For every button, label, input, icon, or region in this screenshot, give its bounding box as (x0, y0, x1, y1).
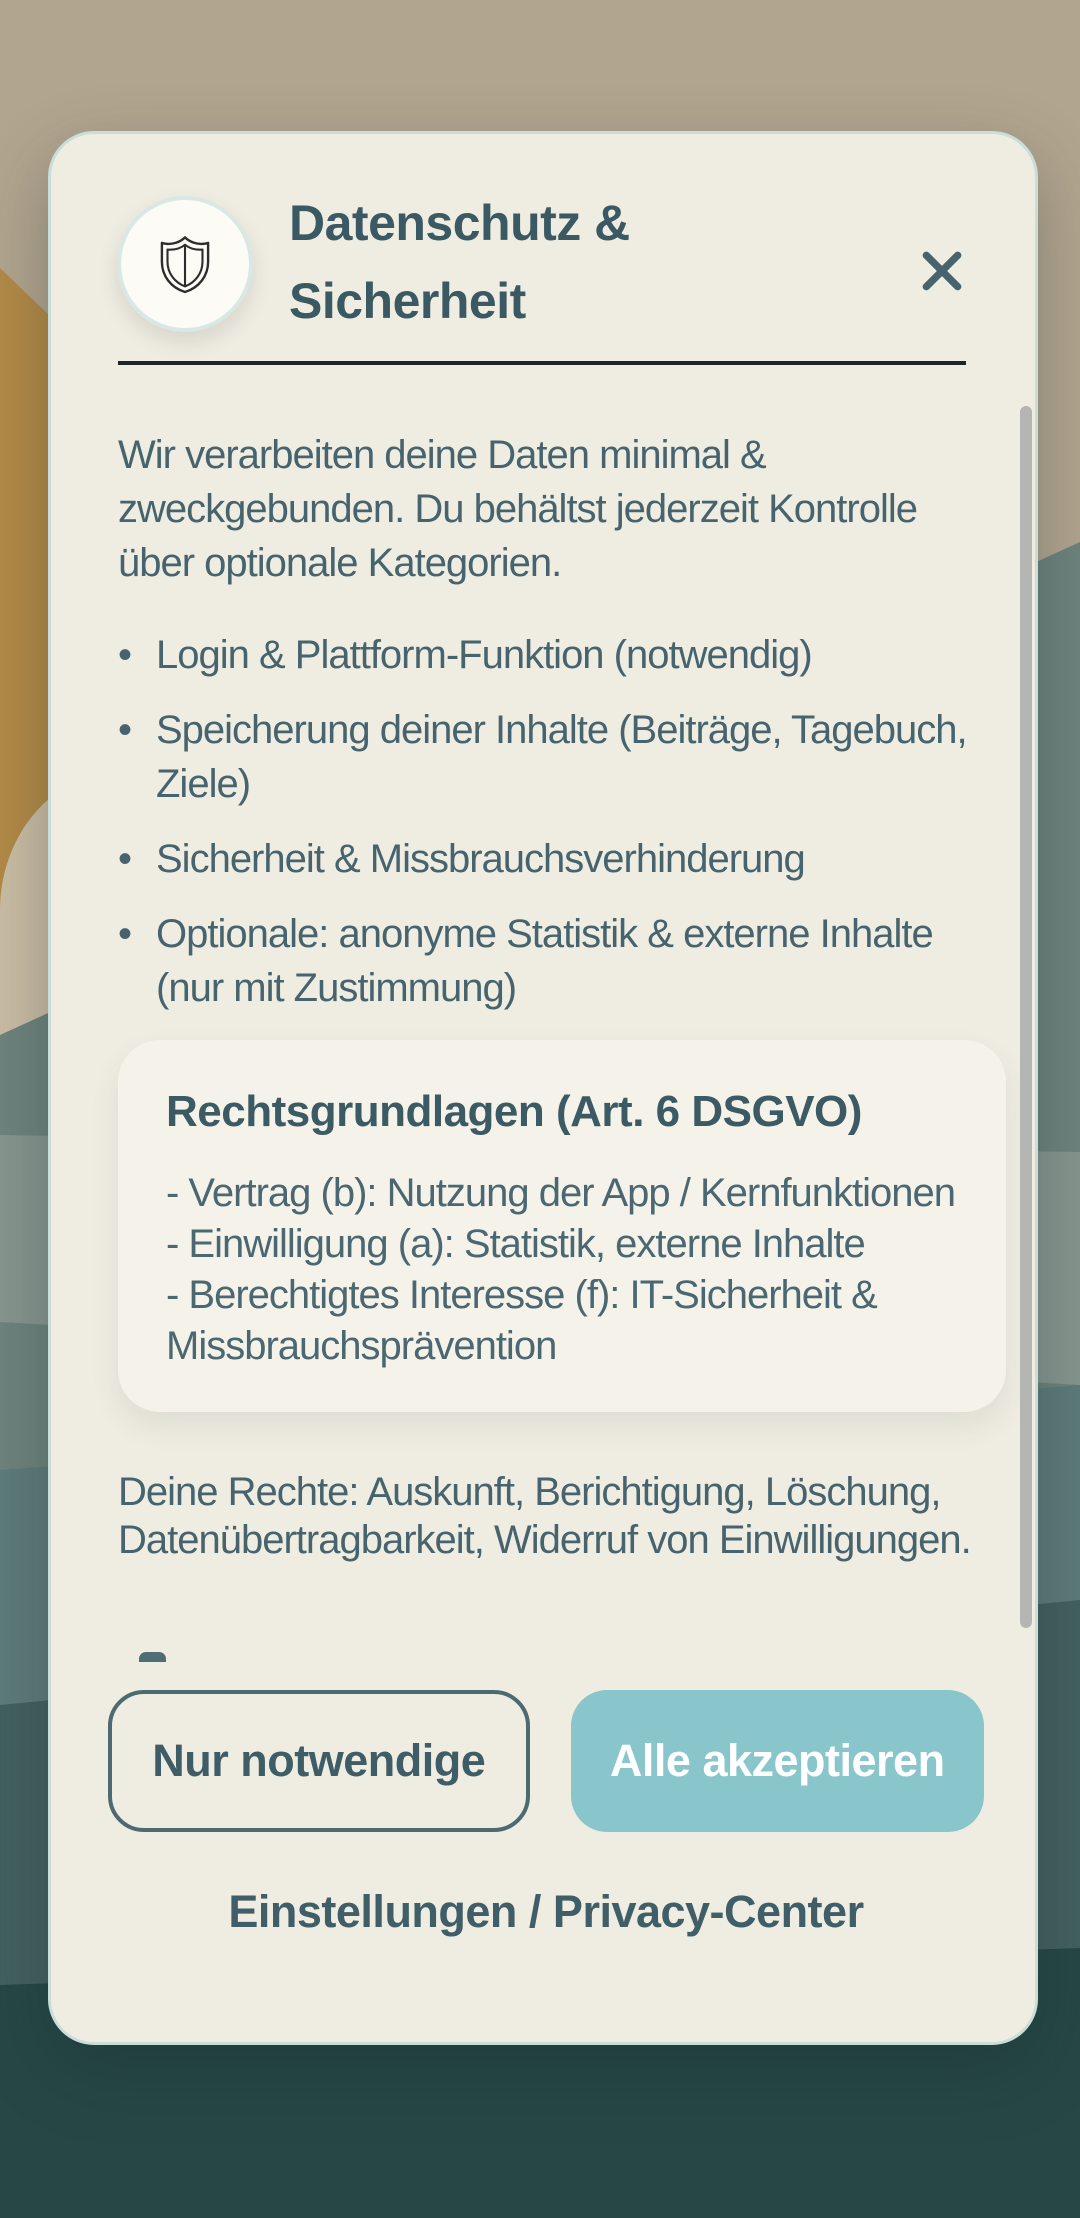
bullet-marker: • (118, 912, 132, 956)
clipped-checkbox-top[interactable] (139, 1652, 166, 1662)
header-divider (118, 361, 966, 365)
legal-basis-card (118, 1040, 1006, 1412)
privacy-consent-dialog (48, 131, 1038, 2045)
accept-all-button[interactable]: Alle akzeptieren (571, 1690, 985, 1832)
list-item (118, 907, 1005, 1015)
list-item-text: Sicherheit & Missbrauchsverhinderung (156, 837, 805, 881)
consent-button-row (108, 1690, 984, 1832)
shield-badge (117, 196, 253, 332)
dialog-scroll-area[interactable] (51, 386, 1041, 1668)
close-icon (919, 248, 965, 294)
privacy-center-link[interactable]: Einstellungen / Privacy-Center (51, 1886, 1041, 1938)
necessary-only-button[interactable]: Nur notwendige (108, 1690, 530, 1832)
rights-text: Deine Rechte: Auskunft, Berichtigung, Löschung, Datenübertragbarkeit, Widerruf von Einwilligungen. (118, 1470, 971, 1562)
list-item-text: Optionale: anonyme Statistik & externe Inhalte (nur mit Zustimmung) (156, 912, 933, 1010)
legal-basis-title: Rechtsgrundlagen (Art. 6 DSGVO) (166, 1087, 862, 1136)
list-item (118, 628, 1005, 682)
scrollbar-thumb[interactable] (1020, 406, 1032, 1628)
legal-basis-line: - Berechtigtes Interesse (f): IT-Sicherheit & Missbrauchsprävention (166, 1273, 877, 1368)
list-item-text: Speicherung deiner Inhalte (Beiträge, Tagebuch, Ziele) (156, 708, 967, 806)
bullet-marker: • (118, 837, 132, 881)
list-item (118, 832, 1005, 886)
list-item (118, 703, 1005, 811)
bullet-marker: • (118, 708, 132, 752)
dialog-title: Datenschutz & Sicherheit (289, 195, 630, 329)
close-button[interactable] (909, 238, 975, 304)
shield-icon (150, 229, 220, 299)
intro-text: Wir verarbeiten deine Daten minimal & zweckgebunden. Du behältst jederzeit Kontrolle über optionale Kategorien. (118, 433, 917, 585)
legal-basis-line: - Einwilligung (a): Statistik, externe Inhalte (166, 1222, 865, 1266)
bullet-marker: • (118, 633, 132, 677)
list-item-text: Login & Plattform-Funktion (notwendig) (156, 633, 812, 677)
data-categories-list (118, 628, 1005, 1015)
legal-basis-line: - Vertrag (b): Nutzung der App / Kernfunktionen (166, 1171, 956, 1215)
